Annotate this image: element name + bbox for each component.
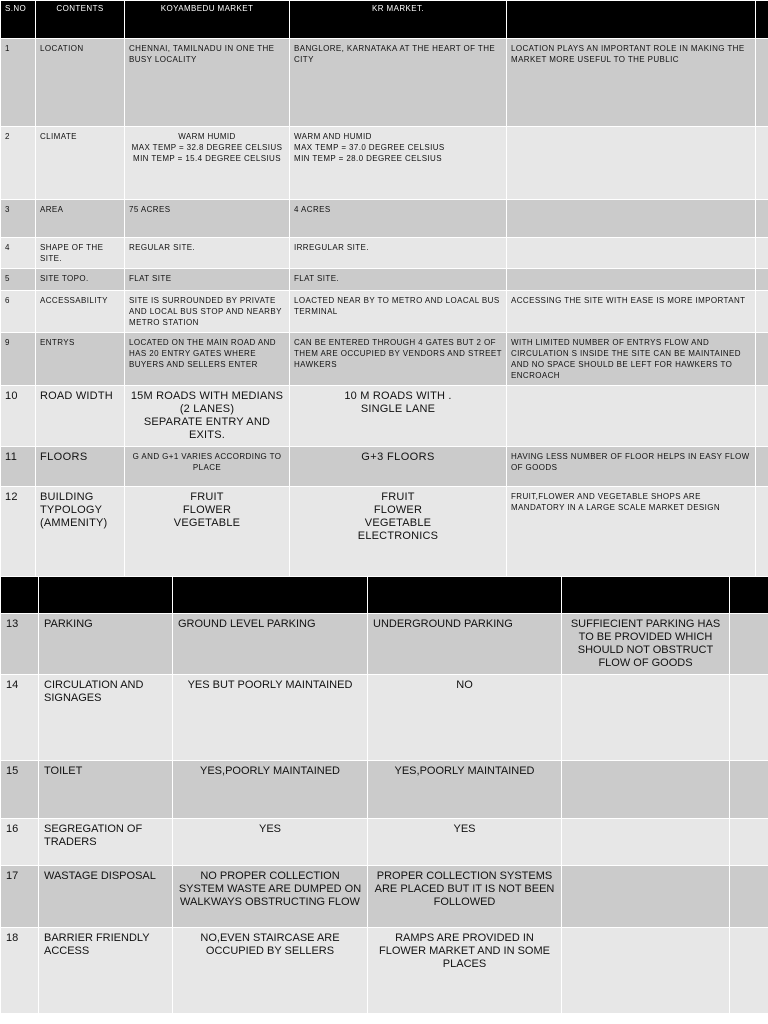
header-contents: CONTENTS	[36, 1, 125, 39]
row-content: PARKING	[39, 614, 173, 675]
row-sno: 1	[1, 39, 36, 127]
row-extra	[756, 200, 768, 238]
row-kr: PROPER COLLECTION SYSTEMS ARE PLACED BUT IT IS NOT BEEN FOLLOWED	[368, 866, 562, 928]
table-header-row	[1, 1, 768, 39]
table-row	[1, 819, 768, 866]
row-kr: YES	[368, 819, 562, 866]
header-cell	[39, 577, 173, 614]
comparison-table-2	[0, 576, 768, 1014]
row-koyambedu: YES,POORLY MAINTAINED	[173, 761, 368, 819]
row-content: ENTRYS	[36, 333, 125, 386]
table-row	[1, 675, 768, 761]
row-kr: CAN BE ENTERED THROUGH 4 GATES BUT 2 OF THEM ARE OCCUPIED BY VENDORS AND STREET HAWKERS	[290, 333, 507, 386]
table-row	[1, 487, 768, 591]
row-sno: 10	[1, 386, 36, 447]
row-koyambedu: YES	[173, 819, 368, 866]
table-row	[1, 39, 768, 127]
header-cell	[562, 577, 730, 614]
row-content: LOCATION	[36, 39, 125, 127]
row-remark	[507, 386, 756, 447]
row-content: AREA	[36, 200, 125, 238]
row-remark	[507, 238, 756, 269]
header-sno: S.NO	[1, 1, 36, 39]
header-cell	[368, 577, 562, 614]
row-remark	[507, 127, 756, 200]
row-sno: 2	[1, 127, 36, 200]
header-koyambedu: KOYAMBEDU MARKET	[125, 1, 290, 39]
table-row	[1, 127, 768, 200]
row-sno: 11	[1, 447, 36, 487]
row-sno: 17	[1, 866, 39, 928]
row-kr: IRREGULAR SITE.	[290, 238, 507, 269]
table-row	[1, 269, 768, 291]
row-koyambedu: FLAT SITE	[125, 269, 290, 291]
row-remark	[507, 200, 756, 238]
row-content: CLIMATE	[36, 127, 125, 200]
row-remark: LOCATION PLAYS AN IMPORTANT ROLE IN MAKING THE MARKET MORE USEFUL TO THE PUBLIC	[507, 39, 756, 127]
row-content: WASTAGE DISPOSAL	[39, 866, 173, 928]
row-koyambedu: GROUND LEVEL PARKING	[173, 614, 368, 675]
row-koyambedu: CHENNAI, TAMILNADU IN ONE THE BUSY LOCALITY	[125, 39, 290, 127]
row-sno: 15	[1, 761, 39, 819]
row-content: FLOORS	[36, 447, 125, 487]
row-extra	[756, 269, 768, 291]
table-row	[1, 333, 768, 386]
row-koyambedu: YES BUT POORLY MAINTAINED	[173, 675, 368, 761]
row-extra	[730, 761, 768, 819]
row-remark	[562, 761, 730, 819]
table-row	[1, 386, 768, 447]
row-koyambedu: SITE IS SURROUNDED BY PRIVATE AND LOCAL BUS STOP AND NEARBY METRO STATION	[125, 291, 290, 333]
table-row	[1, 928, 768, 1014]
row-sno: 3	[1, 200, 36, 238]
row-content: TOILET	[39, 761, 173, 819]
row-koyambedu: G AND G+1 VARIES ACCORDING TO PLACE	[125, 447, 290, 487]
row-extra	[756, 291, 768, 333]
row-content: SHAPE OF THE SITE.	[36, 238, 125, 269]
row-sno: 16	[1, 819, 39, 866]
row-sno: 9	[1, 333, 36, 386]
header-cell	[1, 577, 39, 614]
row-kr: FRUIT FLOWER VEGETABLE ELECTRONICS	[290, 487, 507, 591]
row-kr: YES,POORLY MAINTAINED	[368, 761, 562, 819]
table-row	[1, 761, 768, 819]
row-koyambedu: 15M ROADS WITH MEDIANS (2 LANES) SEPARATE ENTRY AND EXITS.	[125, 386, 290, 447]
row-extra	[756, 238, 768, 269]
row-extra	[756, 386, 768, 447]
table-row	[1, 614, 768, 675]
row-remark	[562, 819, 730, 866]
row-content: ACCESSABILITY	[36, 291, 125, 333]
row-content: BUILDING TYPOLOGY (AMMENITY)	[36, 487, 125, 591]
row-sno: 18	[1, 928, 39, 1014]
row-sno: 13	[1, 614, 39, 675]
row-content: CIRCULATION AND SIGNAGES	[39, 675, 173, 761]
row-extra	[756, 127, 768, 200]
row-sno: 5	[1, 269, 36, 291]
row-koyambedu: FRUIT FLOWER VEGETABLE	[125, 487, 290, 591]
row-kr: LOACTED NEAR BY TO METRO AND LOACAL BUS TERMINAL	[290, 291, 507, 333]
row-kr: WARM AND HUMID MAX TEMP = 37.0 DEGREE CELSIUS MIN TEMP = 28.0 DEGREE CELSIUS	[290, 127, 507, 200]
row-content: ROAD WIDTH	[36, 386, 125, 447]
row-kr: UNDERGROUND PARKING	[368, 614, 562, 675]
row-remark: ACCESSING THE SITE WITH EASE IS MORE IMPORTANT	[507, 291, 756, 333]
row-extra	[730, 675, 768, 761]
row-koyambedu: WARM HUMID MAX TEMP = 32.8 DEGREE CELSIUS MIN TEMP = 15.4 DEGREE CELSIUS	[125, 127, 290, 200]
row-extra	[730, 928, 768, 1014]
row-koyambedu: 75 ACRES	[125, 200, 290, 238]
row-kr: BANGLORE, KARNATAKA AT THE HEART OF THE CITY	[290, 39, 507, 127]
row-sno: 12	[1, 487, 36, 591]
table-row	[1, 200, 768, 238]
row-extra	[756, 487, 768, 591]
header-cell	[173, 577, 368, 614]
row-content: SEGREGATION OF TRADERS	[39, 819, 173, 866]
row-extra	[730, 866, 768, 928]
row-koyambedu: NO PROPER COLLECTION SYSTEM WASTE ARE DUMPED ON WALKWAYS OBSTRUCTING FLOW	[173, 866, 368, 928]
table-row	[1, 291, 768, 333]
row-sno: 14	[1, 675, 39, 761]
row-remark: HAVING LESS NUMBER OF FLOOR HELPS IN EASY FLOW OF GOODS	[507, 447, 756, 487]
row-content: BARRIER FRIENDLY ACCESS	[39, 928, 173, 1014]
header-kr-market: KR MARKET.	[290, 1, 507, 39]
row-sno: 4	[1, 238, 36, 269]
row-remark: SUFFIECIENT PARKING HAS TO BE PROVIDED WHICH SHOULD NOT OBSTRUCT FLOW OF GOODS	[562, 614, 730, 675]
row-remark: FRUIT,FLOWER AND VEGETABLE SHOPS ARE MANDATORY IN A LARGE SCALE MARKET DESIGN	[507, 487, 756, 591]
header-cell	[730, 577, 768, 614]
row-extra	[756, 447, 768, 487]
row-koyambedu: LOCATED ON THE MAIN ROAD AND HAS 20 ENTRY GATES WHERE BUYERS AND SELLERS ENTER	[125, 333, 290, 386]
row-kr: RAMPS ARE PROVIDED IN FLOWER MARKET AND IN SOME PLACES	[368, 928, 562, 1014]
header-extra	[756, 1, 768, 39]
row-extra	[730, 614, 768, 675]
row-kr: 4 ACRES	[290, 200, 507, 238]
table-row	[1, 238, 768, 269]
table-row	[1, 866, 768, 928]
row-kr: NO	[368, 675, 562, 761]
row-remark	[562, 675, 730, 761]
row-kr: G+3 FLOORS	[290, 447, 507, 487]
table-row	[1, 447, 768, 487]
header-remarks	[507, 1, 756, 39]
row-kr: 10 M ROADS WITH . SINGLE LANE	[290, 386, 507, 447]
row-sno: 6	[1, 291, 36, 333]
row-kr: FLAT SITE.	[290, 269, 507, 291]
row-extra	[730, 819, 768, 866]
row-remark	[562, 928, 730, 1014]
row-extra	[756, 333, 768, 386]
table-header-row	[1, 577, 768, 614]
row-remark	[507, 269, 756, 291]
row-remark: WITH LIMITED NUMBER OF ENTRYS FLOW AND CIRCULATION S INSIDE THE SITE CAN BE MAINTAINED AND NO SPACE SHOULD BE LEFT FOR HAWKERS TO ENCROACH	[507, 333, 756, 386]
row-remark	[562, 866, 730, 928]
row-koyambedu: REGULAR SITE.	[125, 238, 290, 269]
row-content: SITE TOPO.	[36, 269, 125, 291]
row-extra	[756, 39, 768, 127]
row-koyambedu: NO,EVEN STAIRCASE ARE OCCUPIED BY SELLERS	[173, 928, 368, 1014]
